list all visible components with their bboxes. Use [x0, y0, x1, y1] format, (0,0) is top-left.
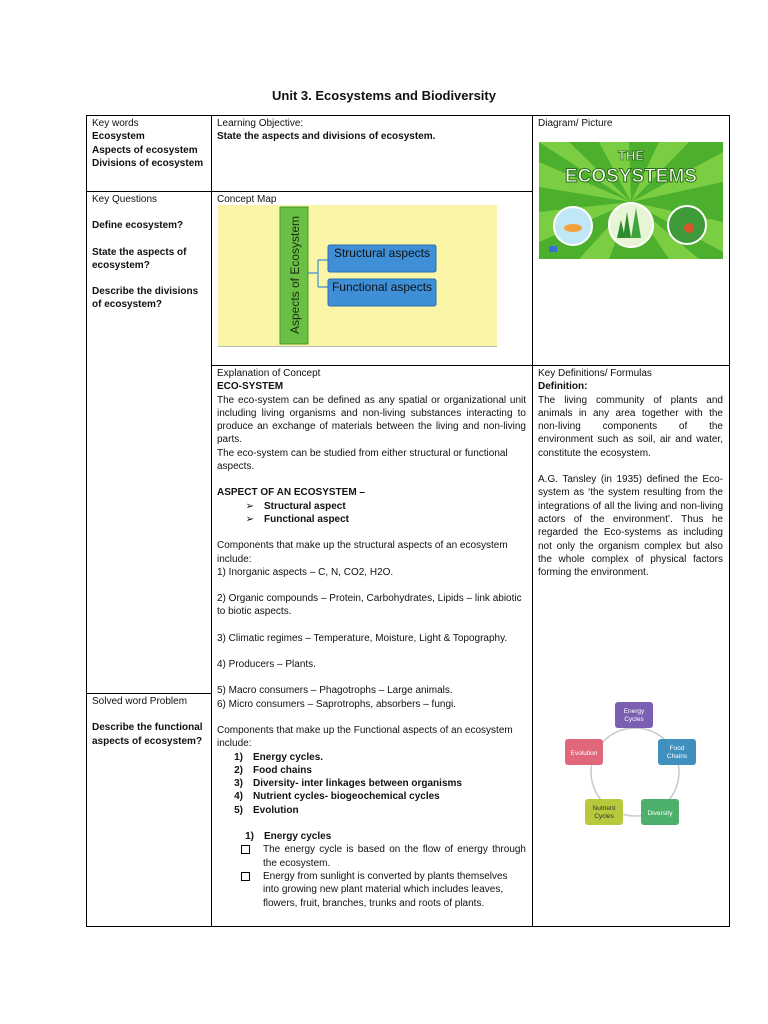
- objective-text: State the aspects and divisions of ecosystem.: [217, 131, 436, 143]
- energy-point: The energy cycle is based on the flow of energy through the ecosystem.: [217, 843, 526, 870]
- svg-text:Evolution: Evolution: [570, 750, 598, 757]
- definitions-heading: Key Definitions/ Formulas: [538, 368, 652, 379]
- keyword-item: Ecosystem: [92, 131, 145, 143]
- solved-heading: Solved word Problem: [92, 696, 188, 707]
- cycle-node-diversity: [641, 799, 679, 825]
- keyword-item: Aspects of ecosystem: [92, 144, 198, 156]
- definition-paragraph: A.G. Tansley (in 1935) defined the Eco-system as ‘the system resulting from the integrations of all the living and non-living actors of the environment’. Thus he regarded the Eco-systems as including not only the organism complex but also the whole complex of physical factors forming the environment.: [538, 474, 723, 579]
- svg-text:Diversity: Diversity: [647, 810, 673, 817]
- solved-question: Describe the functional aspects of ecosystem?: [92, 722, 203, 747]
- functional-item: 3) Diversity- inter linkages between organisms: [234, 778, 462, 790]
- concept-root-label: Aspects of Ecosystem: [288, 215, 302, 335]
- functional-intro: Components that make up the Functional aspects of an ecosystem include:: [217, 724, 513, 750]
- cycle-node-nutrient-cycles: [585, 799, 623, 825]
- aspect-item: ➢ Functional aspect: [217, 513, 526, 526]
- structural-item: 3) Climatic regimes – Temperature, Moisture, Light & Topography.: [217, 632, 508, 644]
- cycle-node-evolution: [565, 739, 603, 765]
- svg-text:Chains: Chains: [666, 753, 688, 760]
- svg-text:Cycles: Cycles: [594, 813, 614, 820]
- explanation-subheading: ECO-SYSTEM: [217, 381, 284, 393]
- diagram-heading: Diagram/ Picture: [538, 118, 613, 129]
- page-title: Unit 3. Ecosystems and Biodiversity: [272, 88, 496, 103]
- functional-item: 5) Evolution: [234, 804, 299, 816]
- structural-item: 2) Organic compounds – Protein, Carbohydrates, Lipids – link abiotic to biotic aspects.: [217, 593, 522, 618]
- solved-problem-cell: [87, 694, 211, 749]
- definition-paragraph: The living community of plants and animals in any area together with the non-living components of the environment such as soil, air and water, constitute the ecosystem.: [538, 394, 723, 459]
- key-question-item: Define ecosystem?: [92, 220, 184, 232]
- arrow-bullet-icon: ➢: [245, 513, 254, 525]
- svg-text:Nutrient: Nutrient: [592, 805, 616, 812]
- energy-point: Energy from sunlight is converted by plants themselves into growing new plant material which includes leaves, flowers, fruit, branches, trunks and roots of plants.: [217, 870, 526, 910]
- arrow-bullet-icon: ➢: [245, 500, 254, 512]
- diagram-cell: [533, 116, 729, 131]
- cycle-node-energy: [615, 702, 653, 728]
- functional-item: 2) Food chains: [234, 764, 312, 776]
- explanation-paragraph: The eco-system can be studied from either structural or functional aspects.: [217, 447, 508, 473]
- svg-text:Food: Food: [669, 745, 685, 752]
- explanation-cell: [212, 366, 532, 911]
- banner-line2: ECOSYSTEMS: [565, 166, 697, 187]
- aspect-heading: ASPECT OF AN ECOSYSTEM –: [217, 487, 365, 499]
- functional-item: 4) Nutrient cycles- biogeochemical cycles: [234, 791, 440, 803]
- explanation-paragraph: The eco-system can be defined as any spatial or organizational unit including living organisms and non-living substances interacting to produce an exchange of materials between the living and non-living parts.: [217, 394, 526, 446]
- objective-cell: [212, 116, 532, 145]
- functional-cycle-diagram: [559, 696, 709, 831]
- structural-item: 4) Producers – Plants.: [217, 659, 316, 671]
- concept-child-structural-label: Structural aspects: [333, 246, 431, 260]
- key-question-item: Describe the divisions of ecosystem?: [92, 286, 199, 311]
- keyword-item: Divisions of ecosystem: [92, 157, 204, 169]
- explanation-heading: Explanation of Concept: [217, 368, 321, 379]
- objective-heading: Learning Objective:: [217, 118, 304, 129]
- keywords-heading: Key words: [92, 118, 139, 129]
- svg-text:Cycles: Cycles: [624, 716, 644, 723]
- functional-item: 1) Energy cycles.: [234, 751, 324, 763]
- structural-item: 6) Micro consumers – Saprotrophs, absorbers – fungi.: [217, 698, 456, 710]
- concept-map-heading: Concept Map: [217, 194, 277, 205]
- checkbox-bullet-icon: [241, 872, 250, 881]
- definitions-cell: [533, 366, 729, 580]
- key-questions-heading: Key Questions: [92, 194, 158, 205]
- checkbox-bullet-icon: [241, 845, 250, 854]
- banner-line1: THE: [618, 148, 644, 163]
- key-questions-cell: [87, 192, 211, 313]
- structural-intro: Components that make up the structural aspects of an ecosystem include:: [217, 540, 508, 565]
- energy-cycles-heading: 1) Energy cycles: [245, 831, 332, 843]
- lesson-table: [86, 115, 730, 927]
- concept-map-diagram: [218, 205, 497, 348]
- key-question-item: State the aspects of ecosystem?: [92, 246, 187, 271]
- keywords-cell: [87, 116, 211, 171]
- structural-item: 5) Macro consumers – Phagotrophs – Large animals.: [217, 685, 453, 697]
- small-object-icon: [549, 246, 557, 252]
- ecosystems-banner: [539, 142, 723, 259]
- concept-child-functional-label: Functional aspects: [331, 280, 433, 294]
- svg-text:Energy: Energy: [623, 708, 645, 715]
- aspect-item: ➢ Structural aspect: [217, 500, 526, 513]
- cycle-node-food-chains: [658, 739, 696, 765]
- definitions-subheading: Definition:: [538, 381, 588, 393]
- structural-item: 1) Inorganic aspects – C, N, CO2, H2O.: [217, 566, 394, 578]
- forest-scene-icon: [609, 203, 653, 247]
